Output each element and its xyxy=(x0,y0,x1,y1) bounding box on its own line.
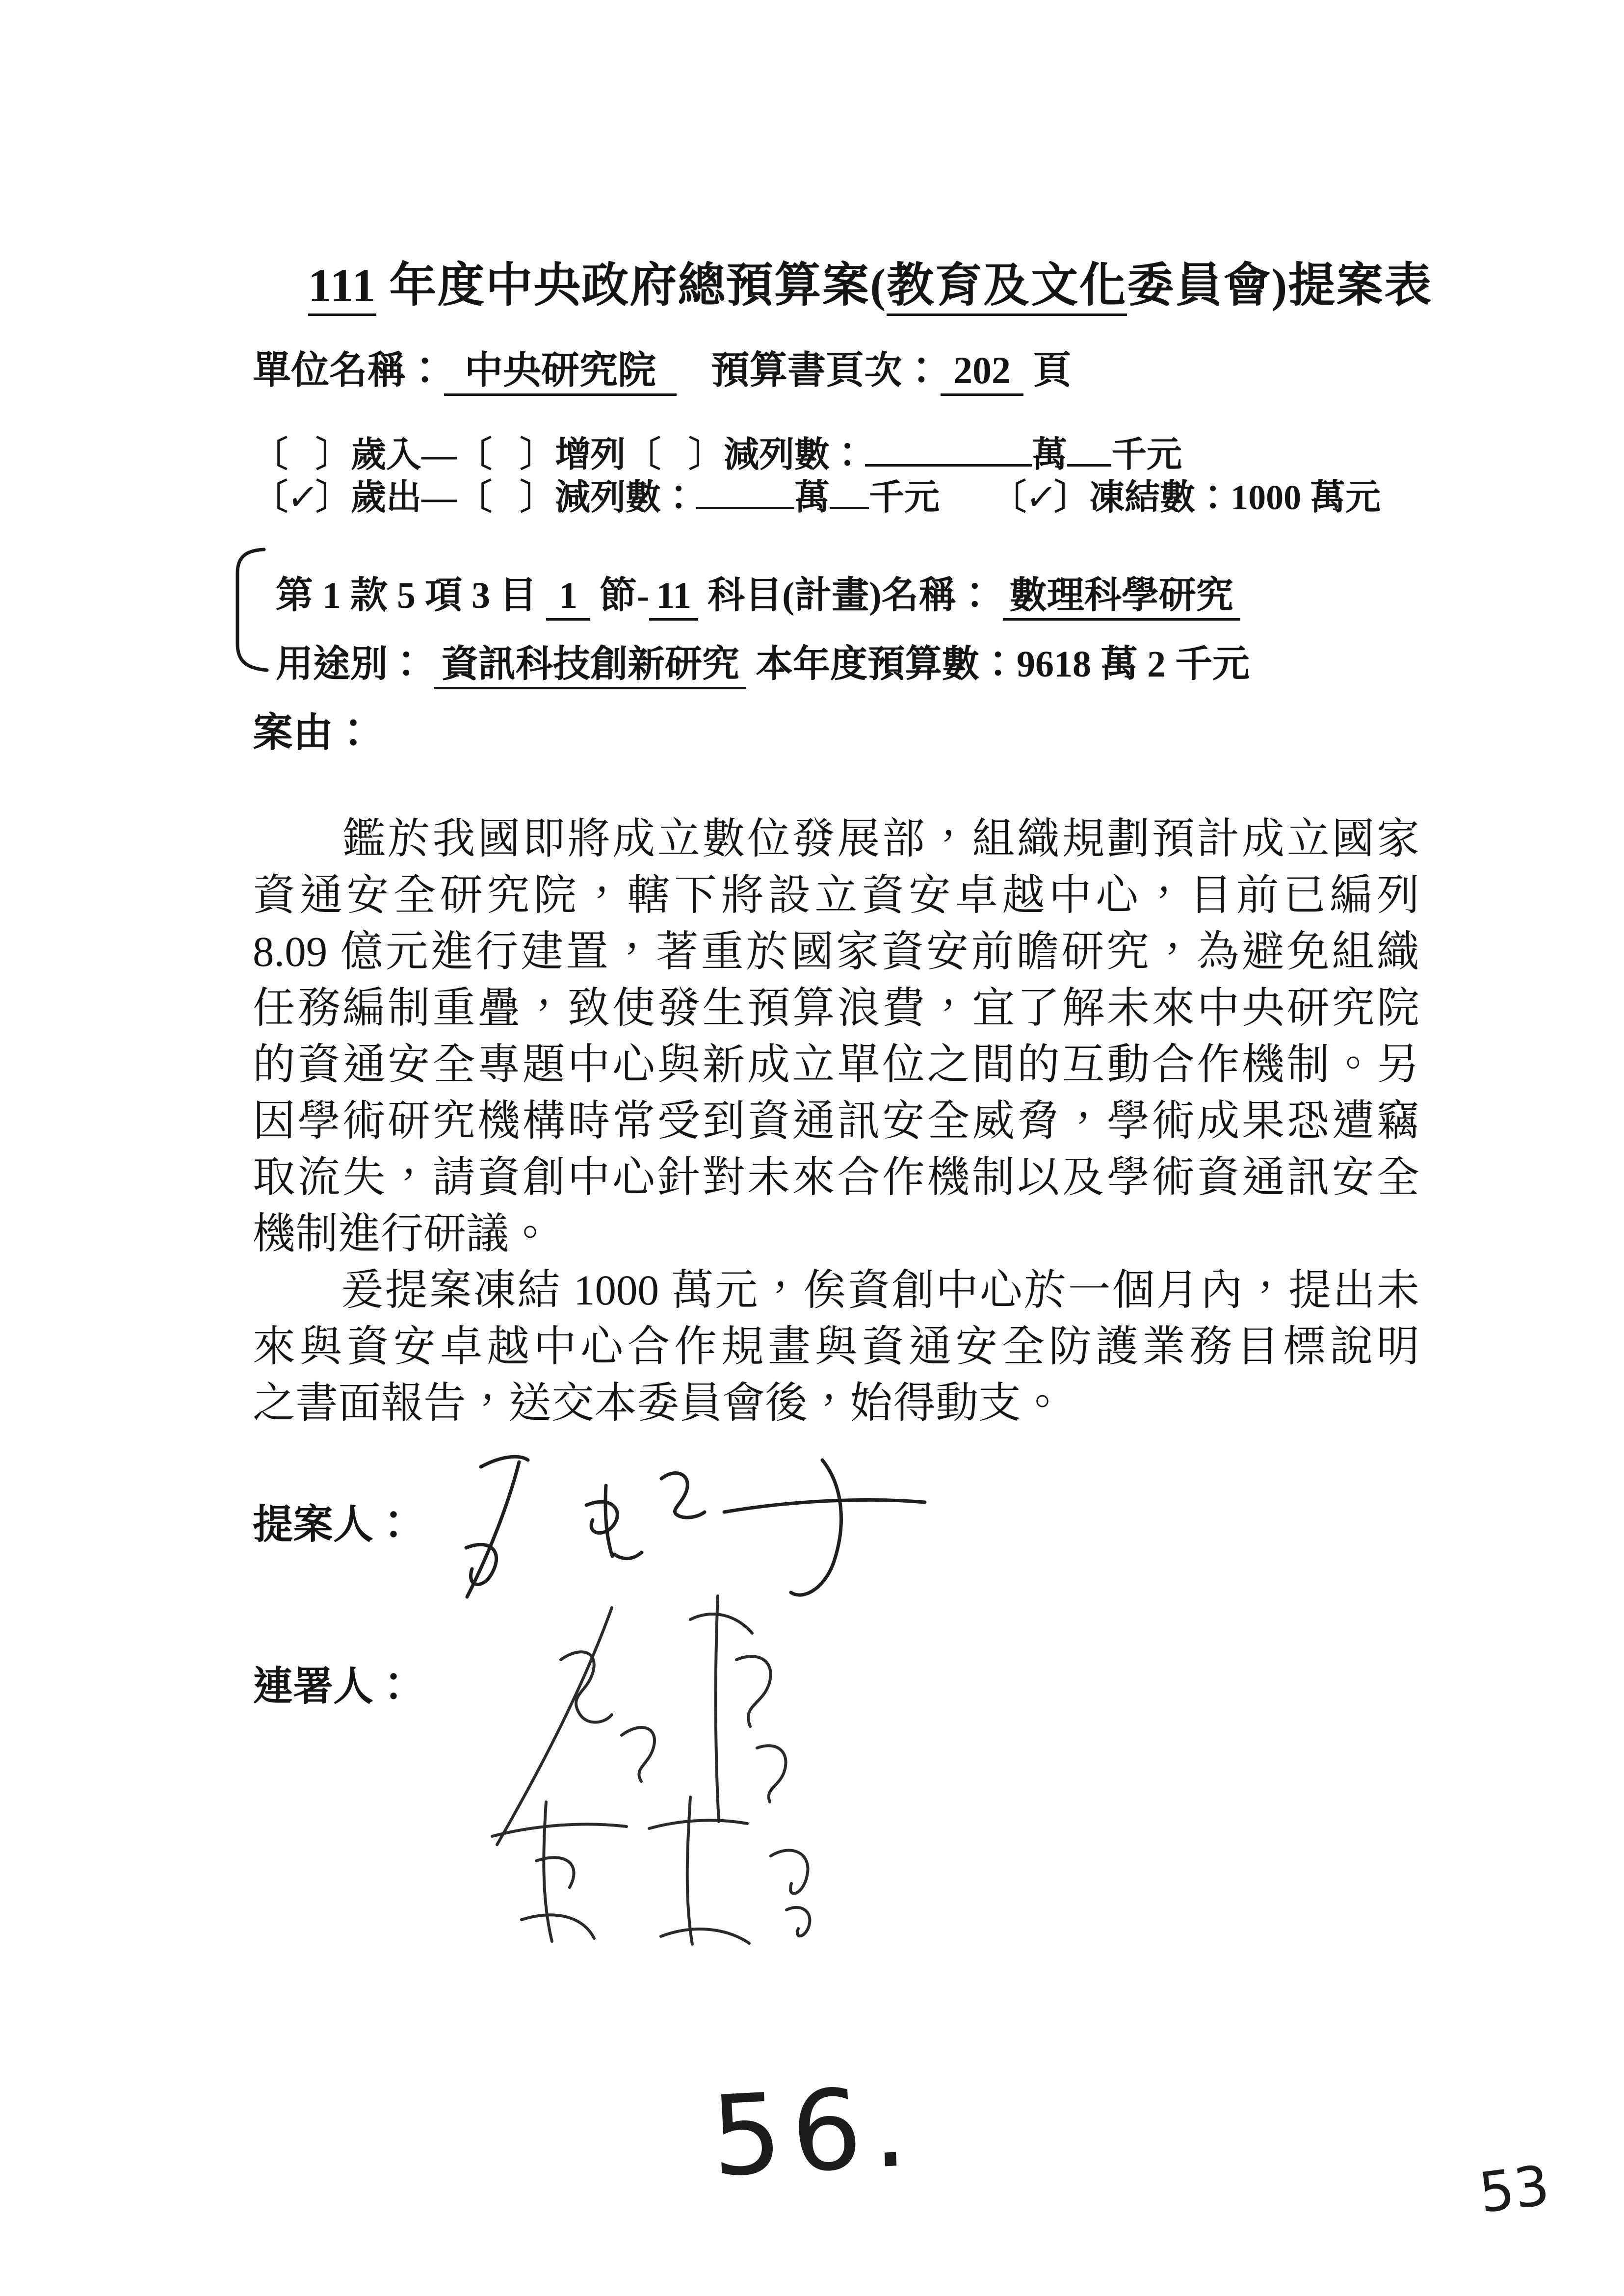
budget-page-suffix: 頁 xyxy=(1033,349,1072,391)
proposer-label: 提案人： xyxy=(253,1502,414,1547)
checkbox-mark-freeze-checked: ✓ xyxy=(1023,476,1059,518)
item-numbers: 第 1 款 5 項 3 目 xyxy=(276,575,546,616)
blank-amount-field xyxy=(830,477,869,509)
freeze-group xyxy=(991,478,1381,517)
checkbox-open: 〔 xyxy=(626,435,661,474)
subject-name-value: 數理科學研究 xyxy=(1003,575,1240,621)
handwritten-page-number: 56. xyxy=(708,2062,920,2202)
budget-page-label: 預算書頁次： xyxy=(711,349,941,391)
unit-qian: 千元 xyxy=(1111,435,1182,474)
body-line: 任務編制重疊，致使發生預算浪費，宜了解未來中央研究院 xyxy=(253,984,1419,1032)
checkbox-close: 〕 xyxy=(315,435,351,474)
body-line: 因學術研究機構時常受到資通訊安全威脅，學術成果恐遭竊 xyxy=(253,1097,1419,1145)
blank-amount-field xyxy=(696,477,794,509)
document-title xyxy=(308,248,1432,315)
body-line: 爰提案凍結 1000 萬元，俟資創中心於一個月內，提出未 xyxy=(253,1266,1419,1314)
proposal-body-text xyxy=(253,810,1419,1431)
title-suffix: 委員會)提案表 xyxy=(1127,259,1433,312)
budget-item-line xyxy=(276,565,1240,619)
unit-name-label: 單位名稱： xyxy=(253,349,445,391)
section-number-value: 1 xyxy=(546,575,590,621)
expenditure-option-line xyxy=(253,469,1381,520)
freeze-amount-value: 1000 萬元 xyxy=(1231,478,1381,517)
increase-label: 增列 xyxy=(555,435,626,474)
decrease-amount-label: 減列數： xyxy=(724,435,865,474)
unit-qian: 千元 xyxy=(869,478,940,517)
usage-category-label: 用途別： xyxy=(276,644,434,685)
budget-page-value: 202 xyxy=(941,349,1023,396)
body-line: 資通安全研究院，轄下將設立資安卓越中心，目前已編列 xyxy=(253,871,1419,919)
body-line: 取流失，請資創中心針對未來合作機制以及學術資通訊安全 xyxy=(253,1153,1419,1201)
decrease-amount-label: 減列數： xyxy=(555,478,697,517)
section-left-bracket xyxy=(225,544,274,676)
section-label: 節- xyxy=(590,575,650,616)
checkbox-open: 〔 xyxy=(253,435,288,474)
checkbox-mark-expenditure-checked: ✓ xyxy=(285,476,321,518)
annual-budget-value: 本年度預算數：9618 萬 2 千元 xyxy=(746,644,1250,685)
checkbox-close: 〕 xyxy=(520,478,555,517)
unit-wan: 萬 xyxy=(1032,435,1068,474)
proposer-handwritten-signature xyxy=(432,1447,952,1609)
body-line: 來與資安卓越中心合作規畫與資通安全防護業務目標說明 xyxy=(253,1323,1419,1370)
unit-name-value: 中央研究院 xyxy=(444,349,677,396)
freeze-amount-label: 凍結數： xyxy=(1089,478,1231,517)
blank-amount-field xyxy=(865,434,1032,467)
body-line: 機制進行研議。 xyxy=(253,1210,551,1257)
body-line: 的資通安全專題中心與新成立單位之間的互動合作機制。另 xyxy=(253,1041,1419,1088)
title-year: 111 xyxy=(308,259,376,316)
title-text: 年度中央政府總預算案( xyxy=(376,259,887,312)
usage-category-value: 資訊科技創新研究 xyxy=(434,644,746,689)
unit-wan: 萬 xyxy=(794,478,830,517)
blank-amount-field xyxy=(1067,434,1111,467)
checkbox-open: 〔 xyxy=(991,478,1027,517)
checkbox-close: 〕 xyxy=(520,435,555,474)
unit-name-line xyxy=(253,339,1072,394)
case-reason-label: 案由： xyxy=(253,710,374,755)
checkbox-close: 〕 xyxy=(688,435,724,474)
usage-category-line xyxy=(276,634,1250,687)
body-line: 鑑於我國即將成立數位發展部，組織規劃預計成立國家 xyxy=(253,815,1419,862)
handwritten-corner-page-number: 53 xyxy=(1475,2153,1553,2226)
cosigner-label: 連署人： xyxy=(253,1664,414,1709)
checkbox-open: 〔 xyxy=(457,478,493,517)
title-committee: 教育及文化 xyxy=(887,259,1127,316)
revenue-label: 歲入— xyxy=(351,435,457,474)
subsection-number-value: 11 xyxy=(649,575,698,621)
checkbox-close: 〕 xyxy=(315,478,351,517)
checkbox-open: 〔 xyxy=(253,478,288,517)
expenditure-label: 歲出— xyxy=(351,478,457,517)
checkbox-open: 〔 xyxy=(457,435,493,474)
body-line: 8.09 億元進行建置，著重於國家資安前瞻研究，為避免組織 xyxy=(253,928,1419,975)
body-line: 之書面報告，送交本委員會後，始得動支。 xyxy=(253,1379,1064,1427)
cosigner-handwritten-signature-2 xyxy=(469,1774,837,1970)
checkbox-close: 〕 xyxy=(1054,478,1090,517)
subject-name-label: 科目(計畫)名稱： xyxy=(698,575,1003,616)
